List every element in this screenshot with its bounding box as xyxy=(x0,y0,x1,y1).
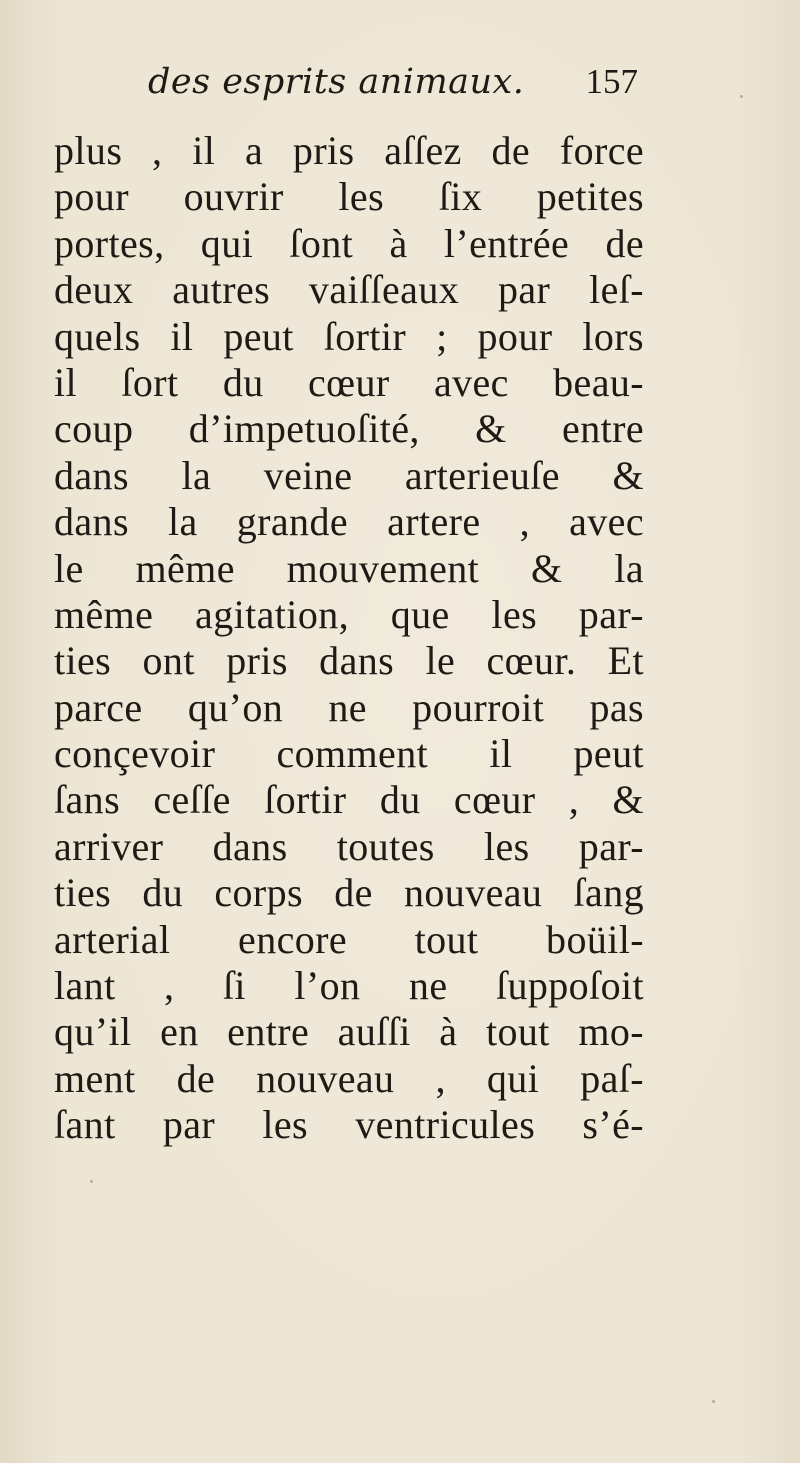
paper-speck xyxy=(712,1400,715,1403)
text-line: il ſort du cœur avec beau- xyxy=(54,359,644,405)
running-head: des esprits animaux. xyxy=(148,62,525,102)
text-line: lant , ſi l’on ne ſuppoſoit xyxy=(54,963,644,1009)
text-line: ties du corps de nouveau ſang xyxy=(54,870,644,916)
paper-speck xyxy=(740,95,743,98)
text-line: deux autres vaiſſeaux par leſ- xyxy=(54,267,644,313)
text-line: arterial encore tout boüil- xyxy=(54,916,644,962)
text-line: ment de nouveau , qui paſ- xyxy=(54,1055,644,1101)
text-line: dans la veine arterieuſe & xyxy=(54,452,644,498)
text-line: arriver dans toutes les par- xyxy=(54,823,644,869)
text-line: qu’il en entre auſſi à tout mo- xyxy=(54,1009,644,1055)
text-line: coup d’impetuoſité, & entre xyxy=(54,406,644,452)
text-line: le même mouvement & la xyxy=(54,545,644,591)
page-header xyxy=(148,62,638,122)
text-line: conçevoir comment il peut xyxy=(54,731,644,777)
text-line: plus , il a pris aſſez de force xyxy=(54,128,644,173)
body-text xyxy=(54,128,644,1149)
text-line: même agitation, que les par- xyxy=(54,591,644,637)
text-line: dans la grande artere , avec xyxy=(54,499,644,545)
text-line: ties ont pris dans le cœur. Et xyxy=(54,638,644,684)
paper-speck xyxy=(90,1180,93,1183)
page-number: 157 xyxy=(585,62,638,101)
text-line: portes, qui ſont à l’entrée de xyxy=(54,220,644,266)
text-line: ſans ceſſe ſortir du cœur , & xyxy=(54,777,644,823)
text-line: ſant par les ventricules s’é- xyxy=(54,1102,644,1148)
text-line: pour ouvrir les ſix petites xyxy=(54,174,644,220)
text-line: quels il peut ſortir ; pour lors xyxy=(54,313,644,359)
text-line: parce qu’on ne pourroit pas xyxy=(54,684,644,730)
